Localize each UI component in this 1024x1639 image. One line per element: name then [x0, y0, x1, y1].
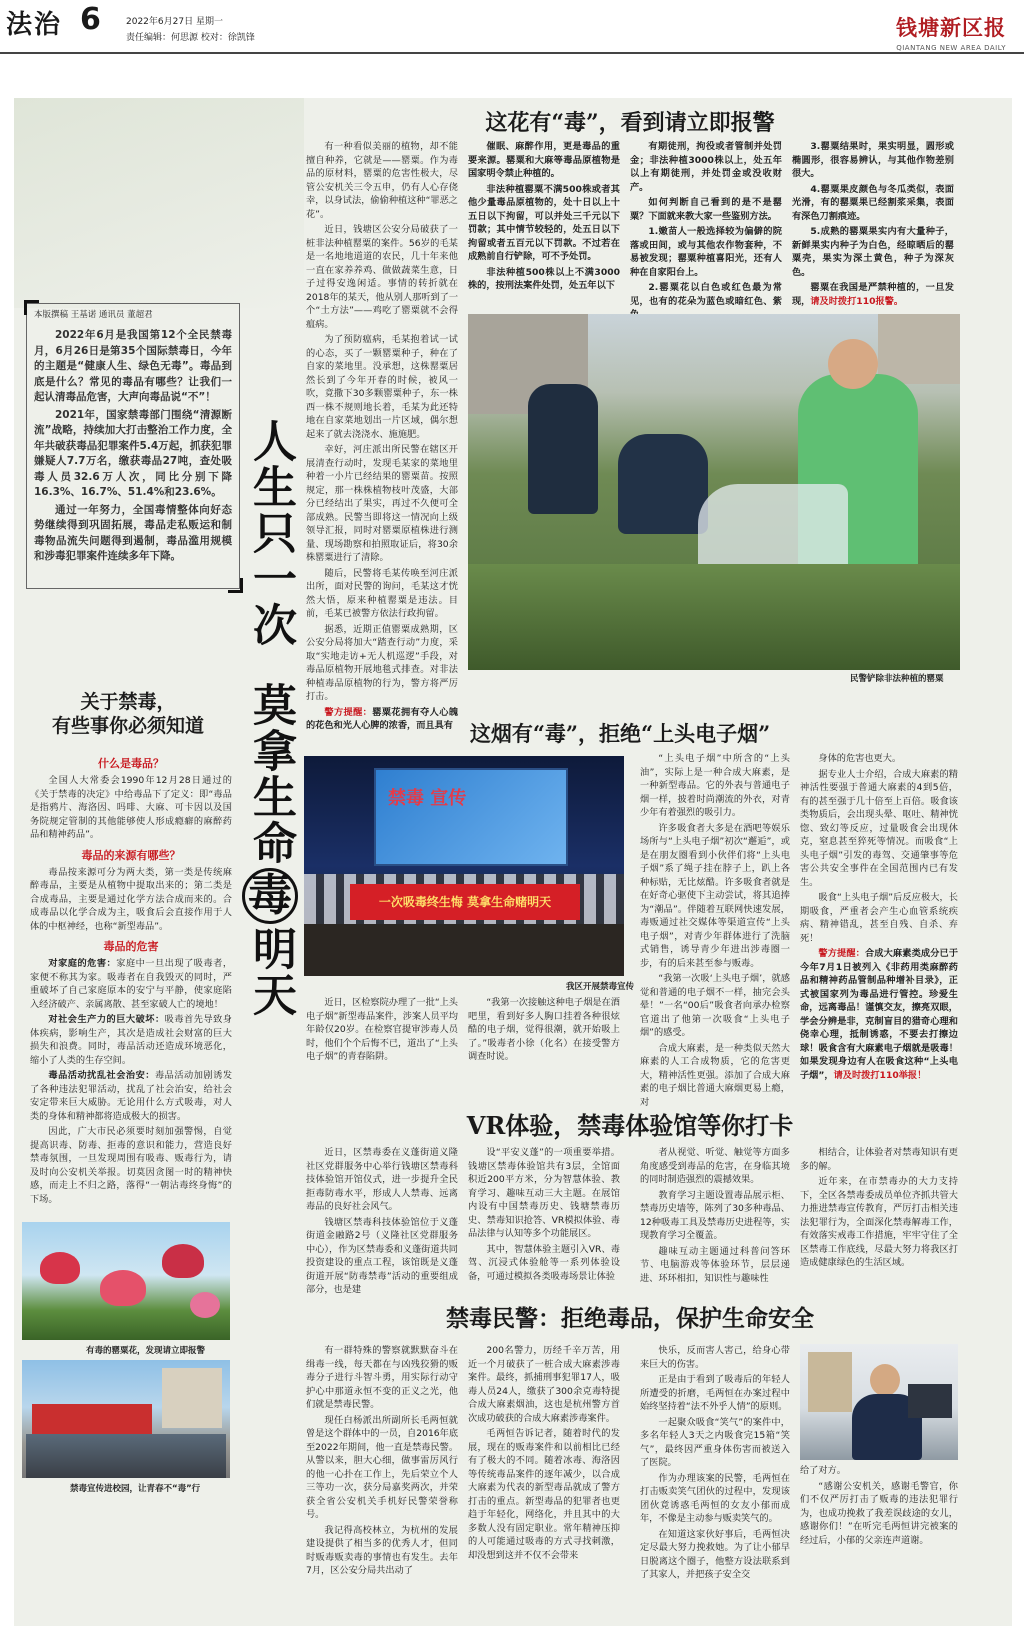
- editors-line: 责任编辑：何思源 校对：徐凯锋: [126, 33, 255, 43]
- s2-photo: [304, 756, 624, 976]
- s2-col3: [640, 752, 790, 1108]
- knowledge-title: [18, 690, 238, 738]
- s1-para: 5.成熟的罂粟果实内有大量种子，新鲜果实内种子为白色，经晾晒后的罂粟壳，果实为深土黄色，种子为深灰色。: [792, 226, 954, 278]
- s1-col4-tip: 罂粟在我国是严禁种植的，一旦发现，: [792, 282, 954, 307]
- s1-para: 如何判断自己看到的是不是罂粟？下面就来教大家一些鉴别方法。: [630, 197, 782, 222]
- s1-para: 近日，钱塘区公安分局破获了一桩非法种植罂粟的案件。56岁的毛某是一名地地道道的农民，几十年来他一直在家养养鸡、做做蔬菜生意，日子过得安逸闲适。事情的转折就在2018年的某天，他从别人那听到了一个“土方法”——鸡吃了罂粟就不会得瘟病。: [306, 224, 459, 330]
- main-title-line2b: 明天: [245, 926, 296, 1018]
- s1-para: 有一种看似美丽的植物，却不能擅自种养，它就是——罂粟。作为毒品的原材料，罂粟的危害性极大，尽管公安机关三令五申，仍有人心存侥幸，以身试法，偷偷种植这种“罪恶之花”。: [306, 141, 458, 220]
- harm-label: 毒品活动扰乱社会治安：: [48, 1070, 155, 1081]
- s1-col4: [792, 140, 954, 312]
- s1-col2: [468, 140, 620, 312]
- poppy-photo: [22, 1222, 230, 1340]
- s4-para: 现任白杨派出所副所长毛两恒就曾是这个群体中的一员，自2016年底至2022年期间，他一直是禁毒民警。从警以来，胆大心细，做事雷厉风行的他一心扑在工作上，先后荣立个人三等功一次，获分局嘉奖两次，并荣获全省公安机关手机好民警荣誉称号。: [306, 1414, 459, 1520]
- s1-col3: [630, 140, 782, 312]
- harm-text: 毒品活动加剧诱发了各种违法犯罪活动，扰乱了社会治安，给社会安定带来巨大威胁。无论用什么方式吸毒，对人类的身体和精神都将造成极大的损害。: [30, 1070, 233, 1122]
- s4-col3: [640, 1344, 790, 1626]
- photo-crowd: [26, 1434, 226, 1478]
- s3-para: 趣味互动主题通过科普问答环节、电脑游戏等体验环节，层层递进、环环相扣，知识性与趣味性: [640, 1245, 790, 1284]
- s2-tip-label: 警方提醒：: [818, 948, 865, 959]
- photo-building: [162, 1368, 222, 1428]
- s4-para: 毛两恒告诉记者，随着时代的发展，现在的贩毒案件和以前相比已经有了极大的不同。随着冰毒、海洛因等传统毒品案件的逐年减少，以合成大麻素为代表的新型毒品就成了警方打击的重点。新型毒品的犯罪者也更趋于年轻化，网络化，并且其中的大多数人没有固定职业。常年精神压抑的人可能通过吸毒的方式寻找刺激，却没想到这并不仅不会带来: [468, 1428, 620, 1561]
- decorative-plant-bg: [14, 98, 304, 308]
- photo-monitor: [908, 1384, 952, 1418]
- intro-para: 通过一年努力，全国毒情整体向好态势继续得到巩固拓展，毒品走私贩运和制毒物品流失问题得到遏制，毒品滥用规模和涉毒犯罪案件连续多年下降。: [34, 503, 232, 562]
- s4-para: 在知道这家伙好事后，毛两恒决定尽最大努力挽救她。为了让小郁早日脱离这个圈子，他整方设法联系到了其家人，并把孩子安全交: [640, 1528, 790, 1580]
- knowledge-sub2: 毒品的来源有哪些？: [81, 848, 181, 862]
- s2-para: 据专业人士介绍，合成大麻素的精神活性要强于普通大麻素的4到5倍，有的甚至强于几十倍至上百倍。吸食该类物质后，会出现头晕、呕吐、精神恍惚、致幻等反应，过量吸食会出现休克，窒息甚至猝死等情况。而吸食“上头电子烟”引发的毒驾、交通肇事等危害公共安全事件在全国范围内已有发生。: [800, 768, 958, 888]
- s3-para: 钱塘区禁毒科技体验馆位于义蓬街道金融路2号（义隆社区党群服务中心），作为区禁毒委和义蓬街道共同投资建设的重点工程，该馆既是义蓬街道开展“防毒禁毒”活动的重要组成部分，也是建: [306, 1216, 458, 1295]
- harm-label: 对社会生产力的巨大破坏：: [48, 1014, 165, 1025]
- screen-text: 禁毒 宣传: [388, 788, 467, 809]
- s2-para: 身体的危害也更大。: [818, 753, 902, 764]
- byline: 本版撰稿 王基诺 通讯员 董超君: [34, 310, 153, 320]
- photo-face: [828, 339, 878, 389]
- s1-photo-caption: 民警铲除非法种植的罂粟: [850, 674, 944, 684]
- photo-tent: [32, 1404, 152, 1434]
- s1-tip-text: 罂粟花拥有夺人心魄的花色和光人心脾的浓香，而且具有: [306, 706, 459, 731]
- section1-title: 这花有“毒”，看到请立即报警: [485, 110, 775, 136]
- header-rule: [0, 52, 1024, 54]
- s2-tip-text: 合成大麻素类成分已于今年7月1日被列入《非药用类麻醉药品和精神药品管制品种增补目录》，正式被国家列为毒品进行管控。珍爱生命，远离毒品！谨慎交友，擦亮双眼，学会分辨是非，克制盲目的猎奇心理和侥幸心理，抵制诱惑，不要去打擦边球！吸食含有大麻素电子烟就是吸毒！如果发现身边有人在吸食这种“上头电子烟”，: [800, 948, 959, 1081]
- s4-col2: [468, 1344, 620, 1626]
- poison-char: 毒: [242, 868, 298, 924]
- knowledge-para: 全国人大常委会1990年12月28日通过的《关于禁毒的决定》中给毒品下了定义：即“毒品是指鸦片、海洛因、吗啡、大麻、可卡因以及国务院规定管制的其他能够使人形成瘾癖的麻醉药品和精神药品”。: [30, 775, 232, 840]
- s2-col4: [800, 752, 958, 1097]
- knowledge-title-line1: 关于禁毒，: [80, 691, 176, 713]
- intro-box: [34, 308, 232, 567]
- s4-para: 作为办理该案的民警，毛两恒在打击贩卖笑气团伙的过程中，发现该团伙竟诱惑毛两恒的女友小郁而成年，不像是主动参与贩卖笑气的。: [640, 1472, 790, 1524]
- s1-para: 随后，民警将毛某传唤至河庄派出所，面对民警的询问，毛某这才恍然大悟，原来种植罂粟是违法。目前，毛某已被警方依法行政拘留。: [306, 567, 458, 619]
- s1-para: 非法种植500株以上不满3000株的，按刑法案件处罚，处五年以下: [468, 266, 620, 291]
- s1-para: 4.罂粟果皮颜色与冬瓜类似，表面光滑，有的罂粟果已经割浆采集，表面有深色刀割痕迹。: [792, 183, 954, 222]
- s2-para: 合成大麻素，是一种类似天然大麻素的人工合成物质，它的危害更大，精神活性更强。添加了合成大麻素的电子烟比普通大麻烟更易上瘾，对: [640, 1042, 790, 1108]
- s1-tip-label: 警方提醒：: [324, 706, 373, 718]
- main-title-line1: 人生只一次: [245, 418, 296, 648]
- section3-title: VR体验，禁毒体验馆等你打卡: [466, 1111, 794, 1140]
- s4-para: 正是由于看到了吸毒后的年轻人所遭受的折磨，毛两恒在办案过程中始终坚持着“法不外乎人情”的原则。: [640, 1374, 790, 1412]
- harm-label: 对家庭的危害：: [48, 958, 117, 969]
- poppy-flower: [190, 1292, 220, 1318]
- s1-para: 据悉，近期正值罂粟成熟期，区公安分局将加大“踏查行动”力度，采取“实地走访+无人机巡逻”手段，对毒品原植物开展地毯式排查。对非法种植毒品原植物的行为，警方将严厉打击。: [306, 623, 458, 702]
- banner: 一次吸毒终生悔 莫拿生命赌明天: [350, 884, 580, 920]
- page-number: 6: [80, 2, 101, 37]
- s1-col1: [306, 140, 459, 731]
- s3-col1: [306, 1146, 458, 1295]
- s3-para: 设“平安义蓬”的一项重要举措。钱塘区禁毒体验馆共有3层，全馆面积近200平方米，分为智慧体验、教育学习、趣味互动三大主题。在展馆内设有中国禁毒历史、钱塘禁毒历史、禁毒知识抢答、VR模拟体验、毒品法律与认知等多个功能展区。: [468, 1147, 620, 1239]
- screen: [374, 768, 568, 866]
- s3-para: 其中，智慧体验主题引入VR、毒驾、沉浸式体验舱等一系列体验设备，可通过模拟各类吸毒场景让体验: [468, 1243, 620, 1282]
- knowledge-body: [30, 750, 232, 1220]
- photo-shelf: [808, 1352, 852, 1412]
- s1-para: 3.罂粟结果时，果实明显，圆形或椭圆形，很容易辨认，与其他作物差别很大。: [792, 141, 954, 179]
- photo-officer: [618, 434, 708, 534]
- intro-para: 2021年，国家禁毒部门围绕“清源断流”战略，持续加大打击整治工作力度，全年共破获毒品犯罪案件5.4万起，抓获犯罪嫌疑人7.7万名，缴获毒品27吨，查处吸毒人员32.6万人次，同比分别下降16.3%、16.7%、51.4%和23.6%。: [34, 408, 232, 498]
- s4-col1: [306, 1344, 458, 1626]
- section4-title: 禁毒民警：拒绝毒品，保护生命安全: [446, 1305, 814, 1332]
- s4-para: 200名警力，历经千辛万苦，用近一个月破获了一桩合成大麻素涉毒案件。最终，抓捕刑事犯罪17人，吸毒人员24人，缴获了300余克毒特提合成大麻素烟油，这也是杭州警方首次成功破获的合成大麻素涉毒案件。: [468, 1345, 620, 1424]
- photo-face: [870, 1364, 900, 1396]
- s4-para: 有一群特殊的警察就默默奋斗在缉毒一线，每天都在与凶残狡猾的贩毒分子进行斗智斗勇，用实际行动守护心中那道永恒不变的正义之光，他们就是禁毒民警。: [306, 1345, 458, 1410]
- s2-col1: [306, 996, 458, 1092]
- s4-para: 给了对方。: [800, 1465, 846, 1476]
- poppy-photo-caption: 有毒的罂粟花，发现请立即报警: [86, 1346, 206, 1356]
- main-title: [238, 418, 302, 648]
- s3-para: 教育学习主题设置毒品展示柜、禁毒历史墙等，陈列了30多种毒品、12种吸毒工具及禁毒历史进程等，实现教育学习全覆盖。: [640, 1189, 790, 1241]
- s3-para: 近年来，在市禁毒办的大力支持下，全区各禁毒委成员单位齐抓共管大力推进禁毒宣传教育，严厉打击相关违法犯罪行为，全面深化禁毒解毒工作，有效落实戒毒工作措施，牢牢守住了全区禁毒工作底线，尽最大努力将我区打造成健康绿色的生活区域。: [800, 1176, 958, 1268]
- poppy-flower: [162, 1244, 204, 1278]
- section-name: 法治: [6, 10, 63, 40]
- s4-para: “感谢公安机关，感谢毛警官，你们不仅严厉打击了贩毒的违法犯罪行为，也成功挽救了我差误歧途的女儿，感谢你们！”在听完毛两恒讲完被案的经过后，小郁的父亲连声道谢。: [800, 1480, 958, 1546]
- newspaper-logo: 钱塘新区报: [896, 15, 1006, 40]
- issue-date: 2022年6月27日 星期一: [126, 17, 223, 27]
- s3-para: 者从视觉、听觉、触觉等方面多角度感受到毒品的危害，在身临其境的同时制造强烈的震撼效果。: [640, 1147, 790, 1185]
- knowledge-title-line2: 有些事你必须知道: [51, 715, 204, 737]
- s1-para: 有期徒刑，拘役或者管制并处罚金；非法种植3000株以上，处五年以上有期徒刑，并处罚金或没收财产。: [630, 141, 782, 193]
- s3-col3: [640, 1146, 790, 1286]
- section2-title: 这烟有“毒”，拒绝“上头电子烟”: [469, 721, 771, 746]
- s4-photo: [800, 1344, 958, 1460]
- poppy-flower: [40, 1252, 80, 1284]
- intro-para: 2022年6月是我国第12个全民禁毒月，6月26日是第35个国际禁毒日，今年的主题是“健康人生、绿色无毒”。毒品到底是什么？常见的毒品有哪些？让我们一起认清毒品危害，大声向毒品说“不”！: [34, 329, 232, 403]
- s2-para: 吸食“上头电子烟”后反应极大，长期吸食，严重者会产生心血管系统疾病、精神错乱，甚至自残、自杀、弃死！: [800, 892, 958, 944]
- s4-col4: [800, 1464, 958, 1626]
- photo-officer: [528, 384, 598, 514]
- harm-text: 吸毒首先导致身体疾病，影响生产，其次是造成社会财富的巨大损失和浪费。同时，毒品活动还造成环境恶化，缩小了人类的生存空间。: [30, 1014, 232, 1066]
- newspaper-logo-en: QIANTANG NEW AREA DAILY: [896, 44, 1006, 52]
- photo-ground: [468, 564, 960, 670]
- s1-para: 非法种植罂粟不满500株或者其他少量毒品原植物的，处十日以上十五日以下拘留，可以并处三千元以下罚款；其中情节较轻的，处五日以下拘留或者五百元以下罚款。不过若在成熟前自行铲除，可不予处罚。: [468, 183, 620, 262]
- s3-para: 近日，区禁毒委在义蓬街道义隆社区党群服务中心举行钱塘区禁毒科技体验馆开馆仪式，进一步提升全民拒毒防毒水平，形成人人禁毒、远离毒品的良好社会风气。: [306, 1147, 458, 1212]
- s4-para: 一起聚众吸食“笑气”的案件中，多名年轻人3天之内吸食完15箱“笑气”，最终因严重身体伤害而被送入了医院。: [640, 1416, 790, 1468]
- knowledge-para: 毒品按来源可分为两大类，第一类是传统麻醉毒品，主要是从植物中提取出来的；第二类是合成毒品，主要是通过化学方法合成而来的。合成毒品以化学合成为主，吸食后会直接作用于人体的中枢神经，也称“新型毒品”。: [30, 866, 232, 932]
- s1-col4-tip-red: 请及时拨打110报警。: [810, 295, 904, 307]
- s1-para: 催眠、麻醉作用，更是毒品的重要来源。罂粟和大麻等毒品原植物是国家明令禁止种植的。: [468, 141, 620, 179]
- s1-para: 为了预防瘟病，毛某抱着试一试的心态，买了一颗罂粟种子，种在了自家的菜地里。没承想，这株罂粟居然长到了今年开春的时候，被风一吹，竟撒下30多颗罂粟种子，东一株西一株不规则地长着，毛某为此还特地在自家菜地划出一片区域，偶尔想起来了就去浇浇水、施施肥。: [306, 334, 458, 440]
- s2-para: “我第一次接触这种电子烟是在酒吧里，看到好多人胸口挂着各种很炫酷的电子烟，觉得很潮，就开始吸上了。”吸毒者小徐（化名）在接受警方调查时说。: [468, 997, 620, 1062]
- s3-col2: [468, 1146, 620, 1286]
- s4-para: 我记得高校林立，为杭州的发展建设提供了相当多的优秀人才，但同时贩毒贩卖毒的事情也有发生。去年7月，区公安分局共出动了: [306, 1524, 458, 1576]
- s2-para: 近日，区检察院办理了一批“上头电子烟”新型毒品案件，涉案人员平均年龄仅20岁。在检察官提审涉毒人员时，他们个个后悔不已，道出了“上头电子烟”的青春陷阱。: [306, 997, 458, 1062]
- s3-col4: [800, 1146, 958, 1286]
- s3-para: 相结合，让体验者对禁毒知识有更多的解。: [800, 1147, 958, 1172]
- knowledge-sub3: 毒品的危害: [103, 940, 159, 953]
- knowledge-para: 因此，广大市民必须要时刻加强警惕，自觉提高识毒、防毒、拒毒的意识和能力，营造良好禁毒氛围，一旦发现周围有吸毒、贩毒行为，请及时向公安机关举报。切莫因贪图一时的精神快感，而走上不归之路，落得“一朝沾毒终身悔”的下场。: [30, 1126, 232, 1205]
- s1-para: 幸好，河庄派出所民警在辖区开展清查行动时，发现毛某家的菜地里种着一小片已经结果的罂粟苗。按照规定，那一株株植物枝叶茂盛，大部分已经结出了果实，再过不久便可全部成熟。民警当即将这一情况向上级领导汇报，同时对罂粟原植株进行测量、现场勘察和拍照取证后，将30余株罂粟进行了清除。: [306, 444, 458, 563]
- photo-floor: [304, 924, 624, 976]
- knowledge-sub1: 什么是毒品？: [98, 757, 164, 770]
- s1-para: 2.罂粟花以白色或红色最为常见，也有的花朵为蓝色或暗红色、紫: [630, 282, 782, 307]
- campus-photo: [22, 1360, 230, 1478]
- s1-para: 1.嫩苗人一般选择较为偏僻的院落或田间，或与其他农作物套种，不易被发现；罂粟种植喜阳光，还有人种在自家阳台上。: [630, 226, 782, 278]
- photo-building: [878, 314, 960, 384]
- harm-text: 家庭中一旦出现了吸毒者，家便不称其为家。吸毒者在自我毁灭的同时，严重破坏了自己家庭原本的安宁与平静，使家庭陷入经济破产、亲属离散、甚至家破人亡的境地！: [30, 958, 233, 1010]
- s1-photo: [468, 314, 960, 670]
- main-title-line2a: 莫拿生命: [245, 682, 296, 866]
- poppy-flower: [100, 1270, 146, 1306]
- s2-tip-red: 请及时拨打110举报！: [833, 1069, 927, 1081]
- s2-para: “我第一次吸‘上头电子烟’，就感觉和普通的电子烟不一样，抽完会头晕！”一名“00后”吸食者向承办检察官道出了他第一次吸食“上头电子烟”的感受。: [640, 973, 790, 1038]
- s2-photo-caption: 我区开展禁毒宣传: [566, 982, 635, 992]
- campus-photo-caption: 禁毒宣传进校园，让青春不“毒”行: [70, 1484, 201, 1494]
- main-title-part2: [238, 682, 302, 1018]
- s2-para: 许多吸食者大多是在酒吧等娱乐场所与“上头电子烟”初次“邂逅”，或是在朋友圈看到小伙伴们将“上头电子烟”系了绳子挂在脖子上，趴上各种标贴，无比炫酷。许多吸食者就是在好奇心驱使下主动尝试，将其追捧为“潮品”。伴随着互联网快速发展，毒贩通过社交媒体等渠道宣传“上头电子烟”，对青少年群体进行了洗脑式销售，诱导青少年进出涉毒圈一步，有的后来甚至参与贩毒。: [640, 822, 790, 969]
- s4-para: 快乐，反而害人害己，给身心带来巨大的伤害。: [640, 1345, 790, 1370]
- s2-para: “上头电子烟”中所含的“上头油”，实际上是一种合成大麻素，是一种新型毒品。它的外表与普通电子烟一样，披着时尚潮流的外衣，对青少年有着强烈的吸引力。: [640, 753, 790, 818]
- s2-col2: [468, 996, 620, 1092]
